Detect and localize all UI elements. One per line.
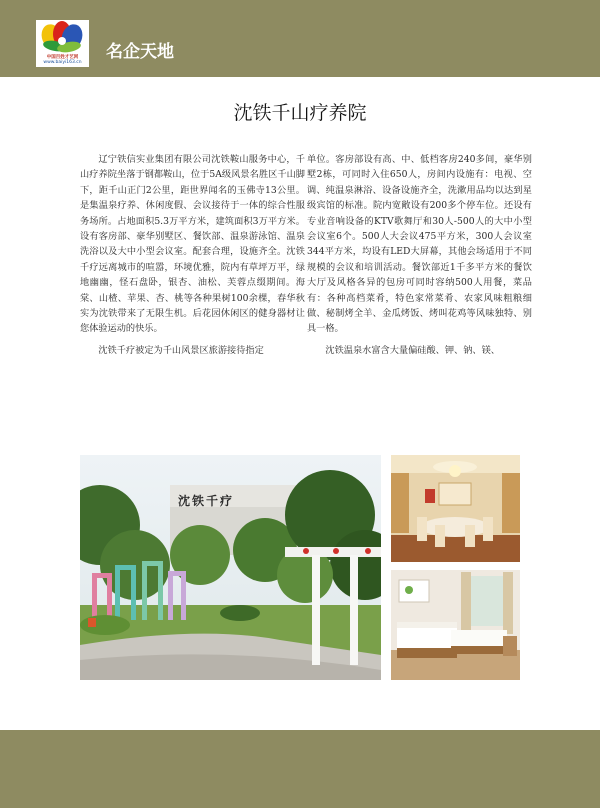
site-logo[interactable] — [36, 20, 89, 67]
section-title: 名企天地 — [106, 42, 174, 62]
paragraph: 沈铁千疗被定为千山风景区旅游接待指定 — [98, 344, 264, 356]
article-title: 沈铁千山疗养院 — [233, 102, 367, 124]
logo-site-url: www.baiyi163.cn — [43, 60, 82, 65]
logo-site-name: 中国百姓才艺网 — [46, 55, 79, 60]
footer-band — [0, 730, 600, 808]
garden-sign-text: 沈铁千疗 — [178, 494, 235, 508]
garden-photo — [80, 455, 381, 680]
paragraph: 沈铁温泉水富含大量偏硅酸、钾、钠、镁、 — [325, 344, 500, 356]
dining-room-photo — [391, 455, 520, 562]
header-band — [0, 0, 600, 77]
article-left-column — [80, 152, 305, 358]
paragraph: 辽宁铁信实业集团有限公司沈铁鞍山服务中心，千山疗养院坐落于钢都鞍山，位于5A级风景名胜区千山脚下，距千山正门2公里，距世界闻名的玉佛寺13公里。是集温泉疗养、休闲度假、会议接待于一体的综合性服务场所。占地面积5.3万平方米，建筑面积3万平方米。设有客房部、豪华别墅区、餐饮部、温泉游泳馆、温泉洗浴以及大中小型会议室。配套合理，设施齐全。沈铁千疗远离城市的喧嚣，环境优雅，院内有草坪万平，绿地幽幽，怪石盘卧，银杏、油松、芙蓉点缀期间。海棠、山楂、苹果、杏、桃等各种果树100余棵，春华秋实为沈铁带来了无限生机。后花园休闲区的健身器材让您体验运动的快乐。 — [80, 154, 305, 335]
logo-flower-icon — [39, 21, 85, 55]
article-right-column — [307, 152, 532, 358]
guest-room-photo — [391, 570, 520, 680]
paragraph: 单位。客房部设有高、中、低档客房240多间，豪华别墅2栋，可同时入住650人，房间内设施有：电视、空调、纯温泉淋浴、设备设施齐全，洗漱用品均以达到星级宾馆的标准。院内宽敞设有200多个停车位。还设有专业音响设备的KTV歌舞厅和30人-500人的大中小型会议室6个。500人大会议475平方米，300人会议室344平方米，均设有LED大屏幕，其他会场适用于不同规模的会议和培训活动。餐饮部近1千多平方米的餐饮大厅及风格各异的包房可同时容纳500人用餐，菜品有：各种高档菜肴，特色家常菜肴、农家风味粗粮细做、秘制烤全羊、金瓜烤饭、烤叫花鸡等风味独特、别具一格。 — [307, 154, 532, 335]
